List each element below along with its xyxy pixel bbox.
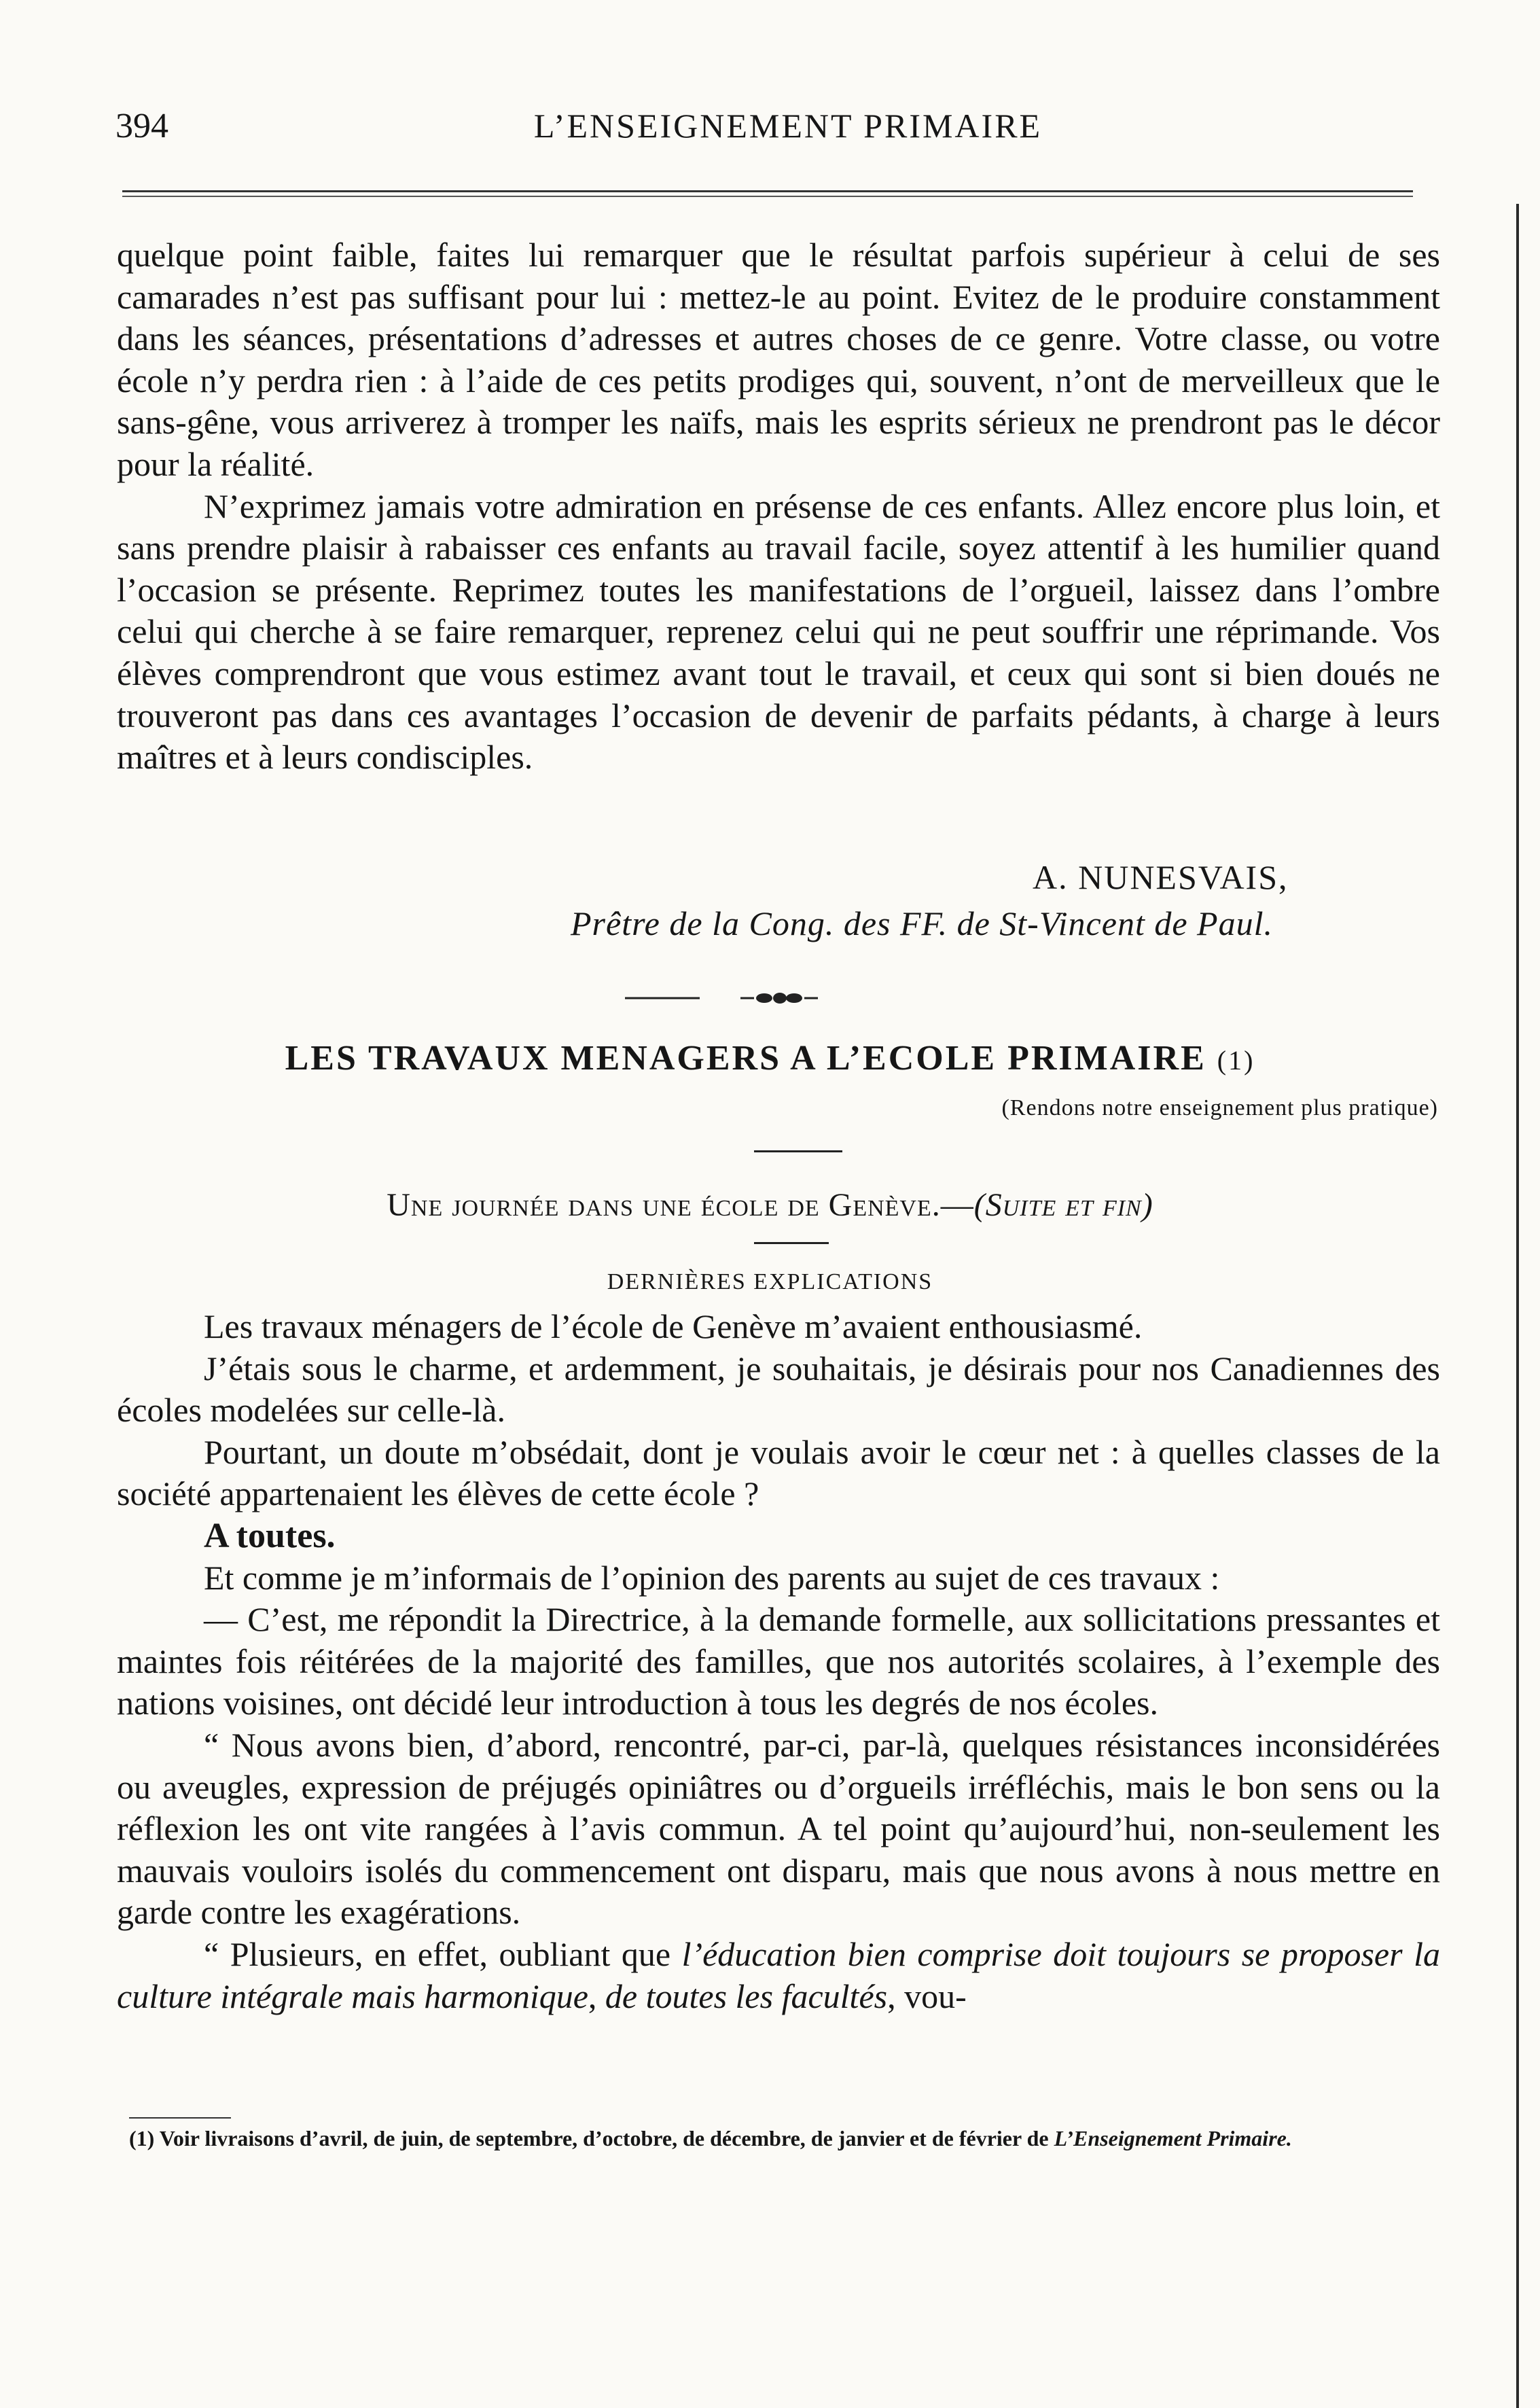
previous-article-text	[117, 234, 1440, 779]
paragraph: Pourtant, un doute m’obsédait, dont je voulais avoir le cœur net : à quelles classes de la société appartenaient les élèves de cette école ?	[117, 1432, 1440, 1513]
paragraph	[117, 1934, 1440, 2017]
article-title	[0, 1038, 1540, 1078]
paragraph-italic: l’éducation bien comprise doit toujours se proposer la culture intégrale mais harmonique	[117, 1934, 1440, 2015]
page-edge-shadow	[1516, 204, 1519, 2408]
footnote-reference: (1)	[1217, 1045, 1255, 1076]
paragraph-text: “ Plusieurs, en effet, oubliant que	[204, 1934, 682, 1973]
article-subtitle: (Rendons notre enseignement plus pratique)	[1001, 1095, 1438, 1120]
paragraph: Et comme je m’informais de l’opinion des parents au sujet de ces travaux :	[204, 1558, 1220, 1597]
paragraph: J’étais sous le charme, et ardemment, je souhaitais, je désirais pour nos Canadiennes des écoles modelées sur celle-là.	[117, 1349, 1440, 1430]
paragraph-italic: de toutes les facultés	[605, 1977, 888, 2015]
header-rule	[122, 190, 1413, 192]
section-heading	[0, 1186, 1540, 1224]
divider-rule	[754, 1150, 842, 1152]
article-title-text: LES TRAVAUX MENAGERS A L’ECOLE PRIMAIRE	[285, 1039, 1206, 1078]
paragraph: N’exprimez jamais votre admiration en présense de ces enfants. Allez encore plus loin, et sans prendre plaisir à rabaisser ces enfants au travail facile, soyez attentif à les humilier quand l’occasion se présente. Reprimez toutes les manifestations de l’orgueil, laissez dans l’ombre celui qui cherche à se faire remarquer, reprenez celui qui ne peut souffrir une réprimande. Vos élèves comprendront que vous estimez avant tout le travail, et ceux qui sont si bien doués ne trouveront pas dans ces avantages l’occasion de devenir de parfaits pédants, à charge à leurs maîtres et à leurs condisciples.	[117, 486, 1440, 777]
page-number: 394	[115, 107, 168, 145]
footnote	[129, 2125, 1440, 2151]
section-heading-continuation: (Suite et fin)	[973, 1187, 1153, 1223]
footnote-text: (1) Voir livraisons d’avril, de juin, de septembre, d’octobre, de décembre, de janvier et de février de	[129, 2126, 1054, 2150]
paragraph-text: ,	[588, 1977, 605, 2015]
running-title: L’ENSEIGNEMENT PRIMAIRE	[533, 107, 1043, 145]
section-divider-ornament	[625, 988, 910, 1008]
section-heading-text: Une journée dans une école de Genève.—	[387, 1187, 974, 1223]
divider-rule	[754, 1242, 829, 1244]
subsection-heading: DERNIÈRES EXPLICATIONS	[607, 1269, 933, 1294]
paragraph: quelque point faible, faites lui remarquer que le résultat parfois supérieur à celui de ses camarades n’est pas suffisant pour lui : mettez-le au point. Evitez de le produire constamment dans les séances, présentations d’adresses et autres choses de ce genre. Votre classe, ou votre école n’y perdra rien : à l’aide de ces petits prodiges qui, souvent, n’ont de merveilleux que le sans-gêne, vous arriverez à tromper les naïfs, mais les esprits sérieux ne prendront pas le décor pour la réalité.	[117, 236, 1440, 483]
footnote-rule	[129, 2117, 231, 2119]
article-body	[117, 1306, 1440, 2017]
paragraph-text: , vou-	[887, 1977, 967, 2015]
paragraph: — C’est, me répondit la Directrice, à la demande formelle, aux sollicitations pressantes et maintes fois réitérées de la majorité des familles, que nos autorités scolaires, à l’exemple des nations voisines, ont décidé leur introduction à tous les degrés de nos écoles.	[117, 1600, 1440, 1722]
header-rule-secondary	[122, 196, 1413, 197]
paragraph-answer: A toutes.	[204, 1516, 336, 1555]
signature-role: Prêtre de la Cong. des FF. de St-Vincent de Paul.	[571, 904, 1273, 942]
signature-name: A. NUNESVAIS,	[1033, 858, 1289, 896]
paragraph: “ Nous avons bien, d’abord, rencontré, par-ci, par-là, quelques résistances inconsidérées ou aveugles, expression de préjugés opiniâtres ou d’orgueils irréfléchis, mais le bon sens ou la réflexion les ont vite rangées à l’avis commun. A tel point qu’aujourd’hui, non-seulement les mauvais vouloirs isolés du commencement ont disparu, mais que nous avons à nous mettre en garde contre les exagérations.	[117, 1725, 1440, 1932]
paragraph: Les travaux ménagers de l’école de Genève m’avaient enthousiasmé.	[204, 1307, 1143, 1345]
footnote-journal: L’Enseignement Primaire.	[1054, 2126, 1292, 2150]
page-header	[115, 102, 1461, 156]
